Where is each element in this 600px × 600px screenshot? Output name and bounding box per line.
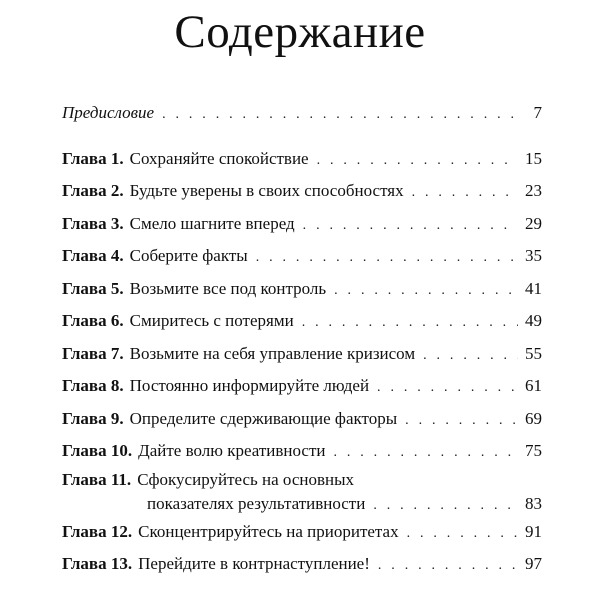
toc-entry-title: Предисловие <box>62 103 155 122</box>
dot-leader <box>333 437 518 470</box>
chapter-title: Возьмите все под контроль <box>129 278 327 298</box>
chapter-label: Глава 4. <box>62 246 124 265</box>
toc-entry-chapter-12[interactable] <box>62 516 542 549</box>
toc-entry-chapter-9[interactable] <box>62 403 542 436</box>
chapter-title: Будьте уверены в своих способностях <box>129 181 404 200</box>
dot-leader <box>303 210 518 243</box>
toc-page-number: 15 <box>525 148 542 168</box>
chapter-title: Определите сдерживающие факторы <box>129 408 398 428</box>
toc-entry-chapter-1[interactable] <box>62 143 542 176</box>
chapter-title-line2: показателях результативности <box>147 493 366 513</box>
chapter-label: Глава 9. <box>62 408 124 428</box>
chapter-title: Соберите факты <box>129 246 248 265</box>
toc-page-number: 29 <box>525 213 542 233</box>
dot-leader <box>378 550 518 583</box>
chapter-title: Сконцентрируйтесь на приоритетах <box>138 521 399 541</box>
toc-page-number: 7 <box>533 103 542 122</box>
chapter-label: Глава 2. <box>62 181 124 200</box>
dot-leader <box>423 340 518 373</box>
toc-page-number: 35 <box>525 246 542 265</box>
dot-leader <box>407 518 518 551</box>
chapter-label: Глава 12. <box>62 521 133 541</box>
toc-page-number: 55 <box>525 343 542 363</box>
chapter-label: Глава 3. <box>62 213 124 233</box>
toc-page-number: 23 <box>525 181 542 200</box>
chapter-label: Глава 11. <box>62 469 132 489</box>
toc-page-number: 49 <box>525 311 542 330</box>
toc-entry-chapter-6[interactable] <box>62 305 542 338</box>
chapter-label: Глава 10. <box>62 441 133 460</box>
chapter-title: Смиритесь с потерями <box>129 311 294 330</box>
toc-entry-chapter-2[interactable] <box>62 175 542 208</box>
table-of-contents <box>62 97 542 581</box>
dot-leader <box>162 99 518 132</box>
chapter-label: Глава 8. <box>62 376 124 395</box>
chapter-title: Дайте волю креативности <box>138 441 326 460</box>
toc-entry-chapter-10[interactable] <box>62 435 542 468</box>
toc-page-number: 83 <box>525 493 542 513</box>
toc-entry-chapter-5[interactable] <box>62 273 542 306</box>
toc-page-number: 97 <box>525 554 542 573</box>
chapter-title: Постоянно информируйте людей <box>129 376 370 395</box>
chapter-label: Глава 1. <box>62 148 124 168</box>
toc-entry-chapter-7[interactable] <box>62 338 542 371</box>
dot-leader <box>377 372 518 405</box>
toc-entry-preface[interactable] <box>62 97 542 130</box>
page-title: Содержание <box>174 6 426 58</box>
toc-entry-chapter-4[interactable] <box>62 240 542 273</box>
toc-entry-chapter-13[interactable] <box>62 548 542 581</box>
toc-page-number: 75 <box>525 441 542 460</box>
dot-leader <box>412 177 518 210</box>
chapter-title-line1: Сфокусируйтесь на основных <box>137 469 355 489</box>
chapter-label: Глава 6. <box>62 311 124 330</box>
toc-entry-chapter-3[interactable] <box>62 208 542 241</box>
chapter-label: Глава 13. <box>62 554 133 573</box>
toc-page-number: 61 <box>525 376 542 395</box>
dot-leader <box>302 307 518 340</box>
chapter-title: Перейдите в контрнаступление! <box>138 554 370 573</box>
dot-leader <box>317 145 518 178</box>
chapter-label: Глава 7. <box>62 343 124 363</box>
chapter-label: Глава 5. <box>62 278 124 298</box>
toc-page-number: 69 <box>525 408 542 428</box>
toc-entry-chapter-11[interactable] <box>62 468 542 516</box>
dot-leader <box>256 242 518 275</box>
dot-leader <box>334 275 518 308</box>
dot-leader <box>405 405 518 438</box>
chapter-title: Возьмите на себя управление кризисом <box>129 343 416 363</box>
toc-page-number: 41 <box>525 278 542 298</box>
dot-leader <box>373 494 518 518</box>
chapter-title: Смело шагните вперед <box>129 213 295 233</box>
toc-entry-chapter-8[interactable] <box>62 370 542 403</box>
chapter-title: Сохраняйте спокойствие <box>129 148 309 168</box>
toc-page-number: 91 <box>525 521 542 541</box>
